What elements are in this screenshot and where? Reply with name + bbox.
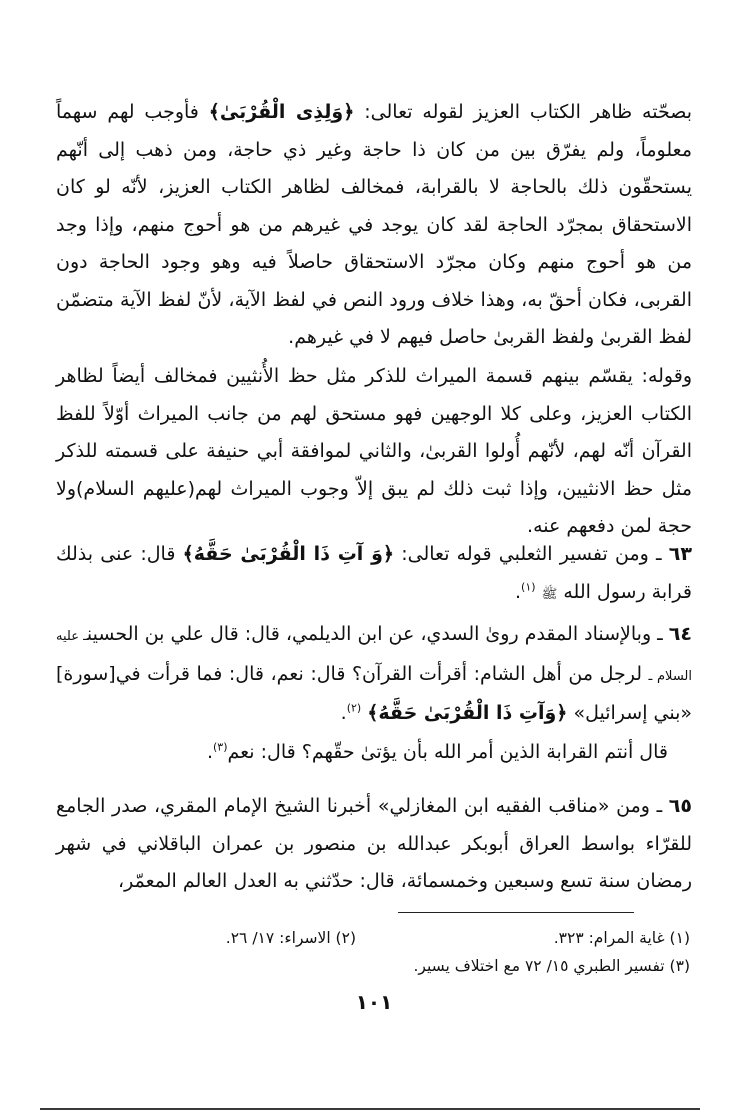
page-bottom-border [40, 1108, 700, 1110]
footnote-1: (١) غاية المرام: ٣٢٣. [553, 929, 690, 947]
quran-verse: ﴿وَ آتِ ذَا الْقُرْبَىٰ حَقَّهُ﴾ [182, 543, 395, 565]
footnote-ref: (١) [521, 580, 536, 594]
entry-number: ٦٣ [668, 543, 692, 565]
entry-63-end: . [514, 580, 522, 603]
entry-65-text: ـ ومن «مناقب الفقيه ابن المغازلي» أخبرنا الشيخ الإمام المقري، صدر الجامع للقرّاء بواسط العراق أبوبكر عبدالله بن منصور بن عمران الباقلاني في شهر رمضان سنة تسع وسبعين وخمسمائة، قال: حدّثني به العدل العالم المعمّر، [56, 795, 692, 892]
paragraph-1-text-a: بصحّته ظاهر الكتاب العزيز لقوله تعالى: [354, 101, 692, 123]
entry-64-text-b: لرجل من أهل الشام: أقرأت القرآن؟ قال: نعم، قال: فما قرأت في[سورة] «بني إسرائيل» [56, 662, 692, 724]
footnote-2: (٢) الاسراء: ١٧/ ٢٦. [225, 929, 356, 947]
page-number: ١٠١ [355, 990, 393, 1014]
footnote-ref: (٣) [212, 740, 228, 754]
entry-64-end: . [340, 702, 347, 724]
entry-64-cont-text: قال أنتم القرابة الذين أمر الله بأن يؤتىٰ حقّهم؟ قال: نعم [227, 741, 668, 763]
footnote-ref: (٢) [346, 701, 362, 715]
paragraph-2 [56, 358, 692, 546]
entry-63 [56, 536, 692, 613]
footnote-separator [398, 912, 634, 913]
paragraph-2-text: وقوله: يقسّم بينهم قسمة الميراث للذكر مثل حظ الأُنثيين فمخالف أيضاً لظاهر الكتاب العزيز، وعلى كلا الوجهين فهو مستحق لهم من جانب الميراث أوّلاً للفظ القرآن أنّه لهم، لأنّهم أُولوا القربىٰ، والثاني لموافقة أبي حنيفة على قسمته للذكر مثل حظ الانثيين، وإذا ثبت ذلك لم يبق إلاّ وجوب الميراث لهم(عليهم السلام)ولا حجة لمن دفعهم عنه. [56, 365, 692, 537]
quran-verse: ﴿وَآتِ ذَا الْقُرْبَىٰ حَقَّهُ﴾ [367, 702, 568, 724]
entry-64-text-a: ـ وبالإسناد المقدم روىٰ السدي، عن ابن الديلمي، قال: قال علي بن الحسين [86, 623, 669, 645]
entry-64-continuation [207, 734, 668, 772]
quran-verse: ﴿وَلِذِى الْقُرْبَىٰ﴾ [208, 101, 355, 123]
honorific-text: ـ عليه السلام ـ [56, 629, 692, 684]
entry-number: ٦٥ [668, 795, 692, 817]
entry-64 [56, 616, 692, 733]
entry-63-text-b: قال: عنى بذلك قرابة رسول الله [56, 543, 692, 603]
footnote-3: (٣) تفسير الطبري ١٥/ ٧٢ مع اختلاف يسير. [413, 957, 690, 975]
entry-number: ٦٤ [668, 623, 692, 645]
entry-65 [56, 788, 692, 901]
entry-63-text-a: ـ ومن تفسير الثعلبي قوله تعالى: [394, 543, 669, 565]
paragraph-1-text-b: فأوجب لهم سهماً معلوماً، ولم يفرّق بين من كان ذا حاجة وغير ذي حاجة، ومن ذهب إلى أنّهم يستحقّون ذلك بالحاجة لا بالقرابة، فمخالف لظاهر الكتاب العزيز، لأنّه لو كان الاستحقاق بمجرّد الحاجة لقد كان يوجد في غيرهم من هو أحوج منهم، وإذا وجد من هو أحوج منهم وكان مجرّد الاستحقاق حاصلاً فيه وهو وجود الحاجة دون القربى، فكان أحقّ به، وهذا خلاف ورود النص في لفظ الآية، لأنّ لفظ الآية متضمّن لفظ القربىٰ ولفظ القربىٰ حاصل فيهم لا في غيرهم. [56, 101, 692, 348]
entry-64-cont-end: . [206, 741, 213, 763]
paragraph-1 [56, 94, 692, 357]
honorific-symbol: ﷺ [541, 586, 558, 602]
